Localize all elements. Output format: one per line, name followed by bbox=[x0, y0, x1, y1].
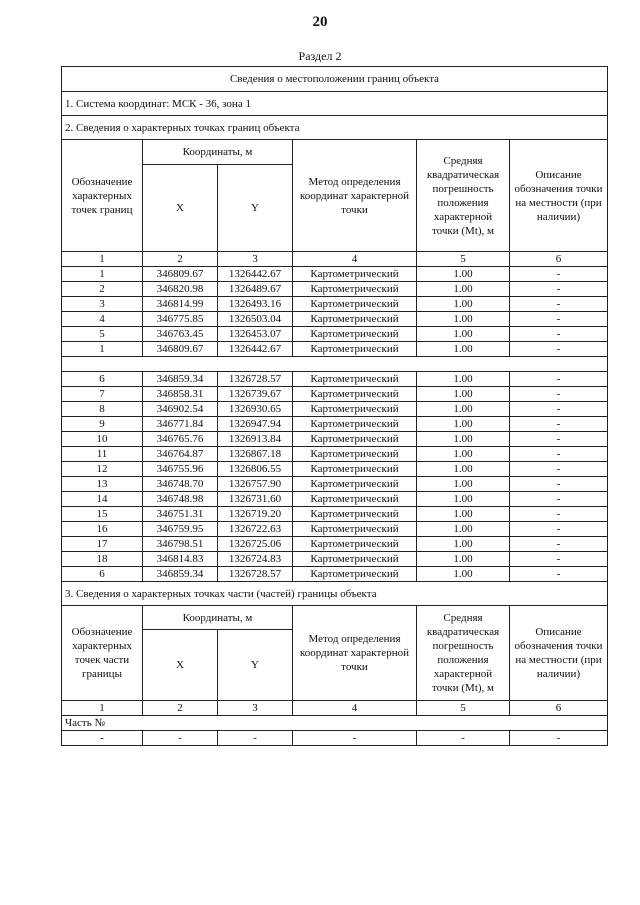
point-description: - bbox=[510, 402, 608, 417]
point-method: Картометрический bbox=[293, 552, 417, 567]
point-number: 6 bbox=[62, 567, 143, 582]
point-method: Картометрический bbox=[293, 342, 417, 357]
point-x: 346859.34 bbox=[143, 372, 218, 387]
part-cell: - bbox=[143, 731, 218, 746]
column-number: 4 bbox=[293, 701, 417, 716]
point-x: 346751.31 bbox=[143, 507, 218, 522]
point-x: 346755.96 bbox=[143, 462, 218, 477]
point-number: 17 bbox=[62, 537, 143, 552]
point-y: 1326930.65 bbox=[218, 402, 293, 417]
point-number: 18 bbox=[62, 552, 143, 567]
point-y: 1326493.16 bbox=[218, 297, 293, 312]
part-row bbox=[62, 731, 608, 746]
column-numbers-row bbox=[62, 252, 608, 267]
point-method: Картометрический bbox=[293, 282, 417, 297]
point-description: - bbox=[510, 312, 608, 327]
header-method: Метод определения координат характерной точки bbox=[293, 140, 417, 252]
table-row bbox=[62, 462, 608, 477]
table-row bbox=[62, 387, 608, 402]
point-description: - bbox=[510, 447, 608, 462]
point-error: 1.00 bbox=[417, 492, 510, 507]
header-point-label: Обозначение характерных точек границ bbox=[62, 140, 143, 252]
point-description: - bbox=[510, 522, 608, 537]
point-method: Картометрический bbox=[293, 387, 417, 402]
point-method: Картометрический bbox=[293, 297, 417, 312]
table-row bbox=[62, 567, 608, 582]
coord-system: 1. Система координат: МСК - 36, зона 1 bbox=[62, 92, 608, 116]
table-row bbox=[62, 507, 608, 522]
point-description: - bbox=[510, 267, 608, 282]
table-row bbox=[62, 267, 608, 282]
point-x: 346798.51 bbox=[143, 537, 218, 552]
point-number: 13 bbox=[62, 477, 143, 492]
point-description: - bbox=[510, 507, 608, 522]
point-description: - bbox=[510, 387, 608, 402]
point-error: 1.00 bbox=[417, 402, 510, 417]
point-x: 346771.84 bbox=[143, 417, 218, 432]
point-method: Картометрический bbox=[293, 447, 417, 462]
header2-x: X bbox=[143, 630, 218, 701]
point-number: 9 bbox=[62, 417, 143, 432]
point-x: 346759.95 bbox=[143, 522, 218, 537]
table-row bbox=[62, 402, 608, 417]
table-row bbox=[62, 282, 608, 297]
point-x: 346814.99 bbox=[143, 297, 218, 312]
point-x: 346902.54 bbox=[143, 402, 218, 417]
page-number: 20 bbox=[312, 14, 328, 30]
column-number: 5 bbox=[417, 701, 510, 716]
point-description: - bbox=[510, 552, 608, 567]
point-x: 346809.67 bbox=[143, 267, 218, 282]
table-row bbox=[62, 372, 608, 387]
section3-title: 3. Сведения о характерных точках части (частей) границы объекта bbox=[62, 582, 608, 606]
table-row bbox=[62, 537, 608, 552]
point-number: 10 bbox=[62, 432, 143, 447]
point-error: 1.00 bbox=[417, 552, 510, 567]
table-row bbox=[62, 447, 608, 462]
point-y: 1326947.94 bbox=[218, 417, 293, 432]
point-description: - bbox=[510, 417, 608, 432]
point-y: 1326757.90 bbox=[218, 477, 293, 492]
point-x: 346814.83 bbox=[143, 552, 218, 567]
header2-method: Метод определения координат характерной точки bbox=[293, 606, 417, 701]
point-error: 1.00 bbox=[417, 432, 510, 447]
point-error: 1.00 bbox=[417, 267, 510, 282]
point-y: 1326724.83 bbox=[218, 552, 293, 567]
table-row bbox=[62, 417, 608, 432]
point-method: Картометрический bbox=[293, 567, 417, 582]
point-x: 346809.67 bbox=[143, 342, 218, 357]
point-method: Картометрический bbox=[293, 432, 417, 447]
contour-gap bbox=[62, 357, 608, 372]
section-title: Раздел 2 bbox=[298, 49, 342, 63]
point-description: - bbox=[510, 432, 608, 447]
part-cell: - bbox=[417, 731, 510, 746]
point-description: - bbox=[510, 327, 608, 342]
header-row-top bbox=[62, 140, 608, 165]
point-y: 1326806.55 bbox=[218, 462, 293, 477]
point-x: 346764.87 bbox=[143, 447, 218, 462]
point-description: - bbox=[510, 297, 608, 312]
point-error: 1.00 bbox=[417, 477, 510, 492]
column-number: 3 bbox=[218, 701, 293, 716]
point-error: 1.00 bbox=[417, 537, 510, 552]
point-method: Картометрический bbox=[293, 312, 417, 327]
point-number: 1 bbox=[62, 267, 143, 282]
point-number: 14 bbox=[62, 492, 143, 507]
point-method: Картометрический bbox=[293, 327, 417, 342]
table-row bbox=[62, 342, 608, 357]
point-x: 346765.76 bbox=[143, 432, 218, 447]
header-y: Y bbox=[218, 165, 293, 252]
column-number: 5 bbox=[417, 252, 510, 267]
section3-title-row bbox=[62, 582, 608, 606]
point-error: 1.00 bbox=[417, 387, 510, 402]
point-description: - bbox=[510, 462, 608, 477]
header2-row-top bbox=[62, 606, 608, 630]
table-row bbox=[62, 477, 608, 492]
boundaries-table bbox=[61, 66, 608, 746]
point-method: Картометрический bbox=[293, 372, 417, 387]
point-y: 1326722.63 bbox=[218, 522, 293, 537]
point-error: 1.00 bbox=[417, 342, 510, 357]
section2-title-row bbox=[62, 116, 608, 140]
point-y: 1326913.84 bbox=[218, 432, 293, 447]
column-number: 2 bbox=[143, 701, 218, 716]
point-method: Картометрический bbox=[293, 537, 417, 552]
point-number: 15 bbox=[62, 507, 143, 522]
header2-y: Y bbox=[218, 630, 293, 701]
contour1-rows bbox=[62, 267, 608, 357]
point-y: 1326442.67 bbox=[218, 267, 293, 282]
point-description: - bbox=[510, 477, 608, 492]
point-y: 1326731.60 bbox=[218, 492, 293, 507]
point-y: 1326453.07 bbox=[218, 327, 293, 342]
contour-separator bbox=[62, 357, 608, 372]
column-number: 4 bbox=[293, 252, 417, 267]
point-y: 1326867.18 bbox=[218, 447, 293, 462]
point-method: Картометрический bbox=[293, 492, 417, 507]
part-cell: - bbox=[510, 731, 608, 746]
point-description: - bbox=[510, 492, 608, 507]
table-title-row bbox=[62, 67, 608, 92]
point-x: 346775.85 bbox=[143, 312, 218, 327]
column-number: 1 bbox=[62, 701, 143, 716]
point-error: 1.00 bbox=[417, 567, 510, 582]
point-x: 346820.98 bbox=[143, 282, 218, 297]
header-description: Описание обозначения точки на местности (при наличии) bbox=[510, 140, 608, 252]
column-number: 1 bbox=[62, 252, 143, 267]
coord-system-row bbox=[62, 92, 608, 116]
table-row bbox=[62, 327, 608, 342]
point-number: 5 bbox=[62, 327, 143, 342]
contour2-rows bbox=[62, 372, 608, 582]
point-y: 1326442.67 bbox=[218, 342, 293, 357]
table-row bbox=[62, 297, 608, 312]
point-y: 1326725.06 bbox=[218, 537, 293, 552]
point-error: 1.00 bbox=[417, 327, 510, 342]
column-number: 6 bbox=[510, 252, 608, 267]
point-y: 1326739.67 bbox=[218, 387, 293, 402]
point-x: 346859.34 bbox=[143, 567, 218, 582]
point-error: 1.00 bbox=[417, 297, 510, 312]
point-number: 12 bbox=[62, 462, 143, 477]
point-description: - bbox=[510, 342, 608, 357]
point-description: - bbox=[510, 537, 608, 552]
point-method: Картометрический bbox=[293, 522, 417, 537]
table-row bbox=[62, 522, 608, 537]
point-method: Картометрический bbox=[293, 462, 417, 477]
point-x: 346763.45 bbox=[143, 327, 218, 342]
point-number: 1 bbox=[62, 342, 143, 357]
point-x: 346858.31 bbox=[143, 387, 218, 402]
point-method: Картометрический bbox=[293, 507, 417, 522]
column-numbers-row-2 bbox=[62, 701, 608, 716]
table-title: Сведения о местоположении границ объекта bbox=[62, 67, 608, 92]
part-cell: - bbox=[293, 731, 417, 746]
part-cell: - bbox=[62, 731, 143, 746]
point-y: 1326728.57 bbox=[218, 567, 293, 582]
point-error: 1.00 bbox=[417, 507, 510, 522]
point-number: 11 bbox=[62, 447, 143, 462]
column-number: 3 bbox=[218, 252, 293, 267]
point-error: 1.00 bbox=[417, 312, 510, 327]
column-number: 6 bbox=[510, 701, 608, 716]
section2-title: 2. Сведения о характерных точках границ объекта bbox=[62, 116, 608, 140]
header2-error: Средняя квадратическая погрешность положения характерной точки (Mt), м bbox=[417, 606, 510, 701]
table-row bbox=[62, 492, 608, 507]
table-row bbox=[62, 552, 608, 567]
header-coordinates: Координаты, м bbox=[143, 140, 293, 165]
header2-point-label: Обозначение характерных точек части границы bbox=[62, 606, 143, 701]
part-cell: - bbox=[218, 731, 293, 746]
point-error: 1.00 bbox=[417, 522, 510, 537]
point-x: 346748.70 bbox=[143, 477, 218, 492]
point-error: 1.00 bbox=[417, 282, 510, 297]
point-y: 1326719.20 bbox=[218, 507, 293, 522]
point-error: 1.00 bbox=[417, 417, 510, 432]
header-error: Средняя квадратическая погрешность положения характерной точки (Mt), м bbox=[417, 140, 510, 252]
part-label-row bbox=[62, 716, 608, 731]
boundaries-table-body bbox=[62, 67, 608, 267]
point-number: 7 bbox=[62, 387, 143, 402]
point-error: 1.00 bbox=[417, 447, 510, 462]
point-method: Картометрический bbox=[293, 402, 417, 417]
point-number: 3 bbox=[62, 297, 143, 312]
point-x: 346748.98 bbox=[143, 492, 218, 507]
section3-body bbox=[62, 582, 608, 746]
point-y: 1326728.57 bbox=[218, 372, 293, 387]
point-description: - bbox=[510, 372, 608, 387]
table-row bbox=[62, 312, 608, 327]
point-number: 16 bbox=[62, 522, 143, 537]
header2-coordinates: Координаты, м bbox=[143, 606, 293, 630]
point-method: Картометрический bbox=[293, 267, 417, 282]
header2-description: Описание обозначения точки на местности (при наличии) bbox=[510, 606, 608, 701]
point-error: 1.00 bbox=[417, 462, 510, 477]
point-y: 1326489.67 bbox=[218, 282, 293, 297]
point-y: 1326503.04 bbox=[218, 312, 293, 327]
part-label: Часть № bbox=[62, 716, 608, 731]
point-description: - bbox=[510, 567, 608, 582]
point-number: 2 bbox=[62, 282, 143, 297]
point-number: 8 bbox=[62, 402, 143, 417]
point-method: Картометрический bbox=[293, 477, 417, 492]
point-number: 4 bbox=[62, 312, 143, 327]
contour-separator-row bbox=[62, 357, 608, 372]
point-error: 1.00 bbox=[417, 372, 510, 387]
table-row bbox=[62, 432, 608, 447]
column-number: 2 bbox=[143, 252, 218, 267]
point-description: - bbox=[510, 282, 608, 297]
header-x: X bbox=[143, 165, 218, 252]
point-method: Картометрический bbox=[293, 417, 417, 432]
point-number: 6 bbox=[62, 372, 143, 387]
